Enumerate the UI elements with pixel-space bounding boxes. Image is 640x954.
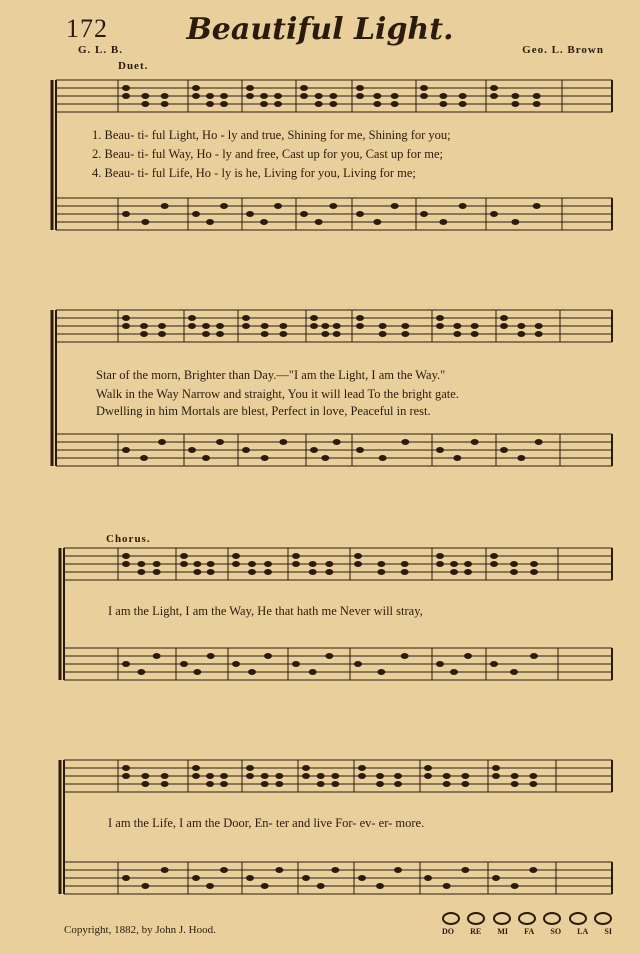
chorus-line1: I am the Light, I am the Way, He that hath me Never will stray, <box>108 604 423 618</box>
verse2-line1: 2. Beau- ti- ful Way, Ho - ly and free, Cast up for you, Cast up for me; <box>92 147 443 161</box>
solfa-shapes <box>442 912 612 925</box>
chorus-line2: I am the Life, I am the Door, En- ter and live For- ev- er- more. <box>108 816 425 830</box>
solfa-re: RE <box>470 927 482 936</box>
hymn-number: 172 <box>66 14 108 43</box>
verse2-line2: Walk in the Way Narrow and straight, You it will lead To the bright gate. <box>96 387 459 401</box>
chorus-marking: Chorus. <box>106 533 151 545</box>
hymn-title: Beautiful Light. <box>186 12 454 47</box>
verse4-line1: 4. Beau- ti- ful Life, Ho - ly is he, Living for you, Living for me; <box>92 166 416 180</box>
solfa-do: DO <box>442 927 454 936</box>
solfa-legend <box>442 912 612 936</box>
composer: Geo. L. Brown <box>522 44 604 56</box>
note-shape-icon <box>594 912 612 925</box>
note-shape-icon <box>569 912 587 925</box>
copyright-notice: Copyright, 1882, by John J. Hood. <box>64 924 216 936</box>
solfa-mi: MI <box>497 927 509 936</box>
note-shape-icon <box>467 912 485 925</box>
solfa-la: LA <box>577 927 589 936</box>
solfa-fa: FA <box>524 927 535 936</box>
lyricist: G. L. B. <box>78 44 123 56</box>
note-shape-icon <box>543 912 561 925</box>
solfa-so: SO <box>550 927 562 936</box>
verse4-line2: Dwelling in him Mortals are blest, Perfect in love, Peaceful in rest. <box>96 404 431 418</box>
solfa-si: SI <box>604 927 612 936</box>
duet-marking: Duet. <box>118 60 149 72</box>
note-shape-icon <box>518 912 536 925</box>
note-shape-icon <box>493 912 511 925</box>
verse1-line1: 1. Beau- ti- ful Light, Ho - ly and true, Shining for me, Shining for you; <box>92 128 451 142</box>
verse1-line2: Star of the morn, Brighter than Day.—"I am the Light, I am the Way." <box>96 368 446 382</box>
note-shape-icon <box>442 912 460 925</box>
